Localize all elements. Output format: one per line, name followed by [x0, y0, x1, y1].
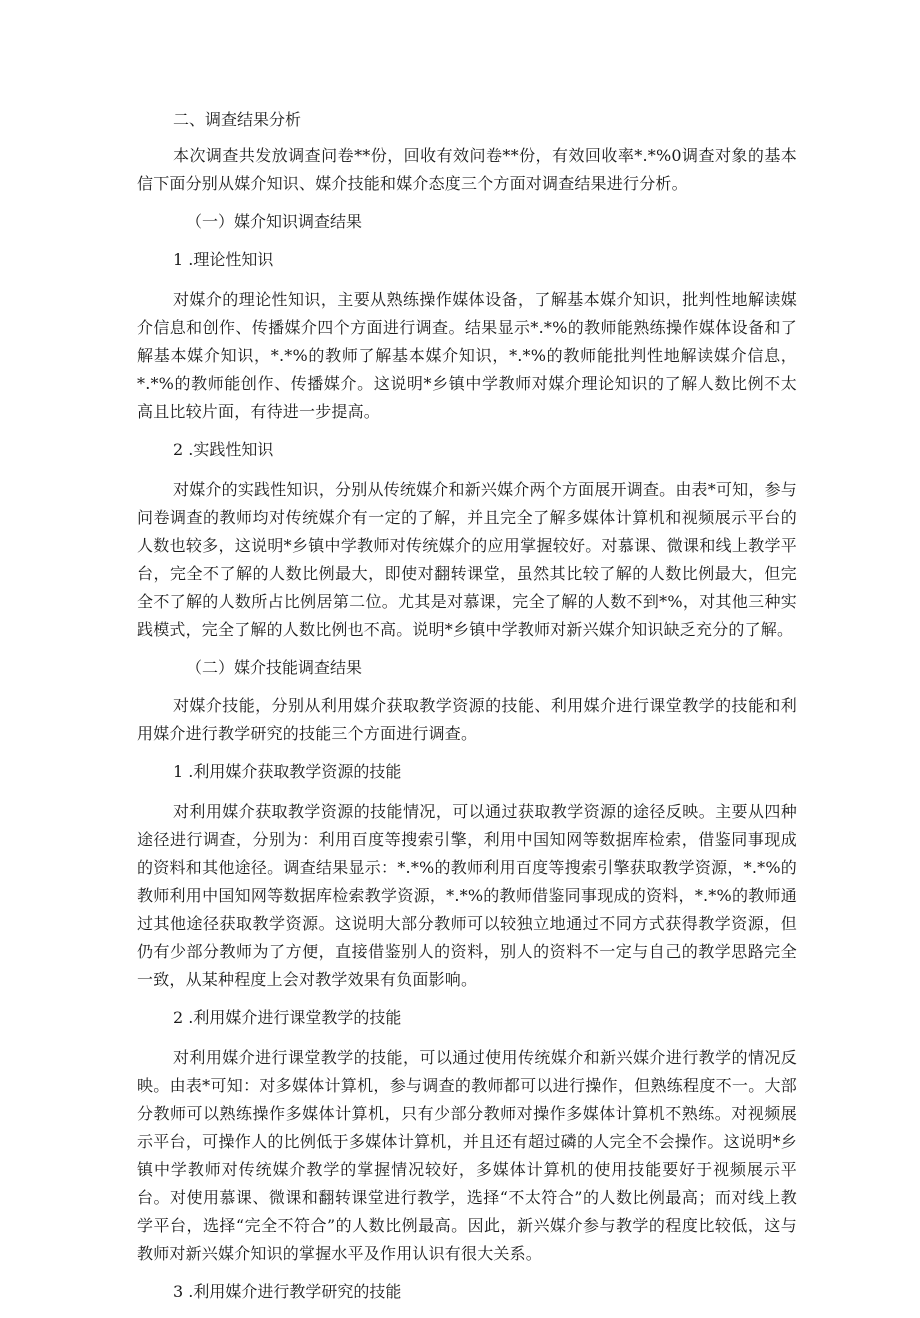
section2-sub3-title: 3 .利用媒介进行教学研究的技能: [173, 1282, 402, 1301]
document-page: [137, 106, 797, 1318]
section1-sub2-title: 2 .实践性知识: [173, 440, 274, 459]
section2-sub1-title: 1 .利用媒介获取教学资源的技能: [173, 762, 402, 781]
section1-sub1-title: 1 .理论性知识: [173, 250, 274, 269]
section2-intro-paragraph: 对媒介技能，分别从利用媒介获取教学资源的技能、利用媒介进行课堂教学的技能和利用媒介进行教学研究的技能三个方面进行调查。: [137, 696, 797, 743]
section1-sub1-paragraph: 对媒介的理论性知识，主要从熟练操作媒体设备，了解基本媒介知识，批判性地解读媒介信息和创作、传播媒介四个方面进行调查。结果显示*.*%的教师能熟练操作媒体设备和了解基本媒介知识，*.*%的教师了解基本媒介知识，*.*%的教师能批判性地解读媒介信息，*.*%的教师能创作、传播媒介。这说明*乡镇中学教师对媒介理论知识的了解人数比例不太高且比较片面，有待进一步提高。: [137, 290, 797, 421]
intro-paragraph: 本次调查共发放调查问卷**份，回收有效问卷**份，有效回收率*.*%0调查对象的基本信下面分别从媒介知识、媒介技能和媒介态度三个方面对调查结果进行分析。: [137, 146, 797, 193]
section2-title: （二）媒介技能调查结果: [186, 658, 363, 677]
section1-sub2-paragraph: 对媒介的实践性知识，分别从传统媒介和新兴媒介两个方面展开调查。由表*可知，参与问卷调查的教师均对传统媒介有一定的了解，并且完全了解多媒体计算机和视频展示平台的人数也较多，这说明*乡镇中学教师对传统媒介的应用掌握较好。对慕课、微课和线上教学平台，完全不了解的人数比例最大，即使对翻转课堂，虽然其比较了解的人数比例最大，但完全不了解的人数所占比例居第二位。尤其是对慕课，完全了解的人数不到*%，对其他三种实践模式，完全了解的人数比例也不高。说明*乡镇中学教师对新兴媒介知识缺乏充分的了解。: [137, 480, 797, 639]
section-heading-results: 二、调查结果分析: [173, 110, 302, 129]
section2-sub2-title: 2 .利用媒介进行课堂教学的技能: [173, 1008, 402, 1027]
section2-sub1-paragraph: 对利用媒介获取教学资源的技能情况，可以通过获取教学资源的途径反映。主要从四种途径进行调查，分别为：利用百度等搜索引擎，利用中国知网等数据库检索，借鉴同事现成的资料和其他途径。调查结果显示：*.*%的教师利用百度等搜索引擎获取教学资源，*.*%的教师利用中国知网等数据库检索教学资源，*.*%的教师借鉴同事现成的资料，*.*%的教师通过其他途径获取教学资源。这说明大部分教师可以较独立地通过不同方式获得教学资源，但仍有少部分教师为了方便，直接借鉴别人的资料，别人的资料不一定与自己的教学思路完全一致，从某种程度上会对教学效果有负面影响。: [137, 802, 797, 989]
section2-sub2-paragraph: 对利用媒介进行课堂教学的技能，可以通过使用传统媒介和新兴媒介进行教学的情况反映。由表*可知：对多媒体计算机，参与调查的教师都可以进行操作，但熟练程度不一。大部分教师可以熟练操作多媒体计算机，只有少部分教师对操作多媒体计算机不熟练。对视频展示平台，可操作人的比例低于多媒体计算机，并且还有超过磷的人完全不会操作。这说明*乡镇中学教师对传统媒介教学的掌握情况较好，多媒体计算机的使用技能要好于视频展示平台。对使用慕课、微课和翻转课堂进行教学，选择“不太符合”的人数比例最高；而对线上教学平台，选择“完全不符合”的人数比例最高。因此，新兴媒介参与教学的程度比较低，这与教师对新兴媒介知识的掌握水平及作用认识有很大关系。: [137, 1048, 797, 1263]
section1-title: （一）媒介知识调查结果: [186, 212, 363, 231]
